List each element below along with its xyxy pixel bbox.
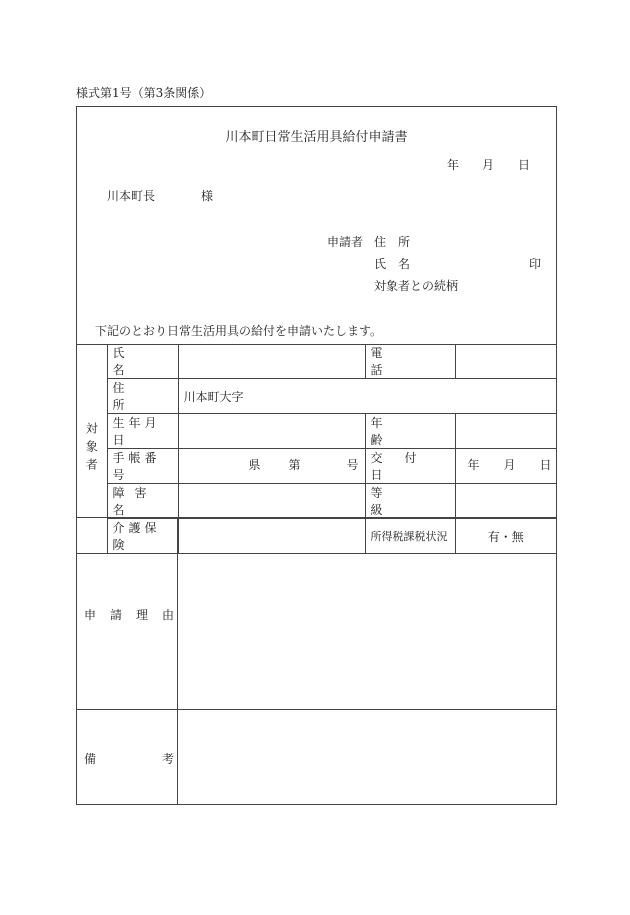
name-value-cell[interactable]	[178, 344, 365, 379]
age-value-cell[interactable]	[455, 414, 556, 449]
application-statement: 下記のとおり日常生活用具の給付を申請いたします。	[95, 324, 383, 338]
disability-label-cell	[107, 484, 178, 519]
addressee-name: 川本町長	[107, 189, 156, 203]
handbook-label: 手帳番号	[112, 451, 161, 482]
issue-day: 日	[539, 458, 552, 472]
disability-value-cell[interactable]	[178, 484, 365, 519]
applicant-relation-label: 対象者との続柄	[374, 279, 459, 293]
reason-section	[77, 517, 556, 710]
seal-mark: 印	[529, 257, 542, 271]
grade-label-cell	[365, 484, 455, 519]
address-value: 川本町大字	[183, 389, 244, 404]
disability-label: 障害名	[112, 486, 157, 517]
age-label: 年齢	[370, 416, 445, 447]
grade-value-cell[interactable]	[455, 484, 556, 519]
birth-label-cell	[107, 414, 178, 449]
handbook-pref: 県	[248, 458, 261, 472]
address-label: 住所	[112, 381, 169, 412]
applicant-name-label: 氏 名	[374, 257, 411, 271]
applicant-label: 申請者	[327, 235, 364, 249]
handbook-label-cell	[107, 449, 178, 484]
subject-group-label: 対象者	[77, 344, 107, 554]
name-label: 氏名	[112, 346, 169, 377]
table-row	[77, 344, 556, 379]
birth-label: 生年月日	[112, 416, 161, 447]
form-title: 川本町日常生活用具給付申請書	[225, 130, 408, 145]
table-row	[77, 449, 556, 484]
issue-label-cell	[365, 449, 455, 484]
insurance-label: 介護保険	[112, 521, 161, 552]
applicant-address-label: 住 所	[374, 235, 411, 249]
tax-label: 所得税課税状況	[370, 530, 448, 543]
issue-date-cell[interactable]	[455, 449, 556, 484]
issue-year: 年	[467, 458, 480, 472]
reason-label-cell	[77, 518, 189, 710]
addressee-honorific: 様	[201, 189, 214, 203]
form-number: 様式第1号（第3条関係）	[76, 86, 212, 100]
date-month: 月	[482, 158, 495, 172]
remarks-label-cell	[77, 710, 241, 805]
birth-value-cell[interactable]	[178, 414, 365, 449]
application-form	[76, 106, 557, 805]
form-header	[77, 107, 556, 345]
phone-label-cell	[365, 344, 455, 379]
age-label-cell	[365, 414, 455, 449]
table-row	[77, 414, 556, 449]
handbook-dai: 第	[288, 458, 301, 472]
address-value-cell[interactable]	[178, 379, 556, 414]
handbook-go: 号	[346, 458, 359, 472]
table-row	[77, 379, 556, 414]
phone-value-cell[interactable]	[455, 344, 556, 379]
remarks-label: 備考	[84, 752, 241, 766]
remarks-section	[77, 709, 556, 805]
phone-label: 電話	[370, 346, 445, 377]
date-year: 年	[447, 158, 460, 172]
issue-month: 月	[503, 458, 516, 472]
reason-label: 申請理由	[84, 608, 189, 622]
name-label-cell	[107, 344, 178, 379]
tax-value: 有・無	[487, 529, 524, 544]
address-label-cell	[107, 379, 178, 414]
issue-label: 交付日	[370, 451, 439, 482]
handbook-value-cell[interactable]	[178, 449, 365, 484]
table-row	[77, 484, 556, 519]
date-day: 日	[518, 158, 531, 172]
grade-label: 等級	[370, 486, 445, 517]
